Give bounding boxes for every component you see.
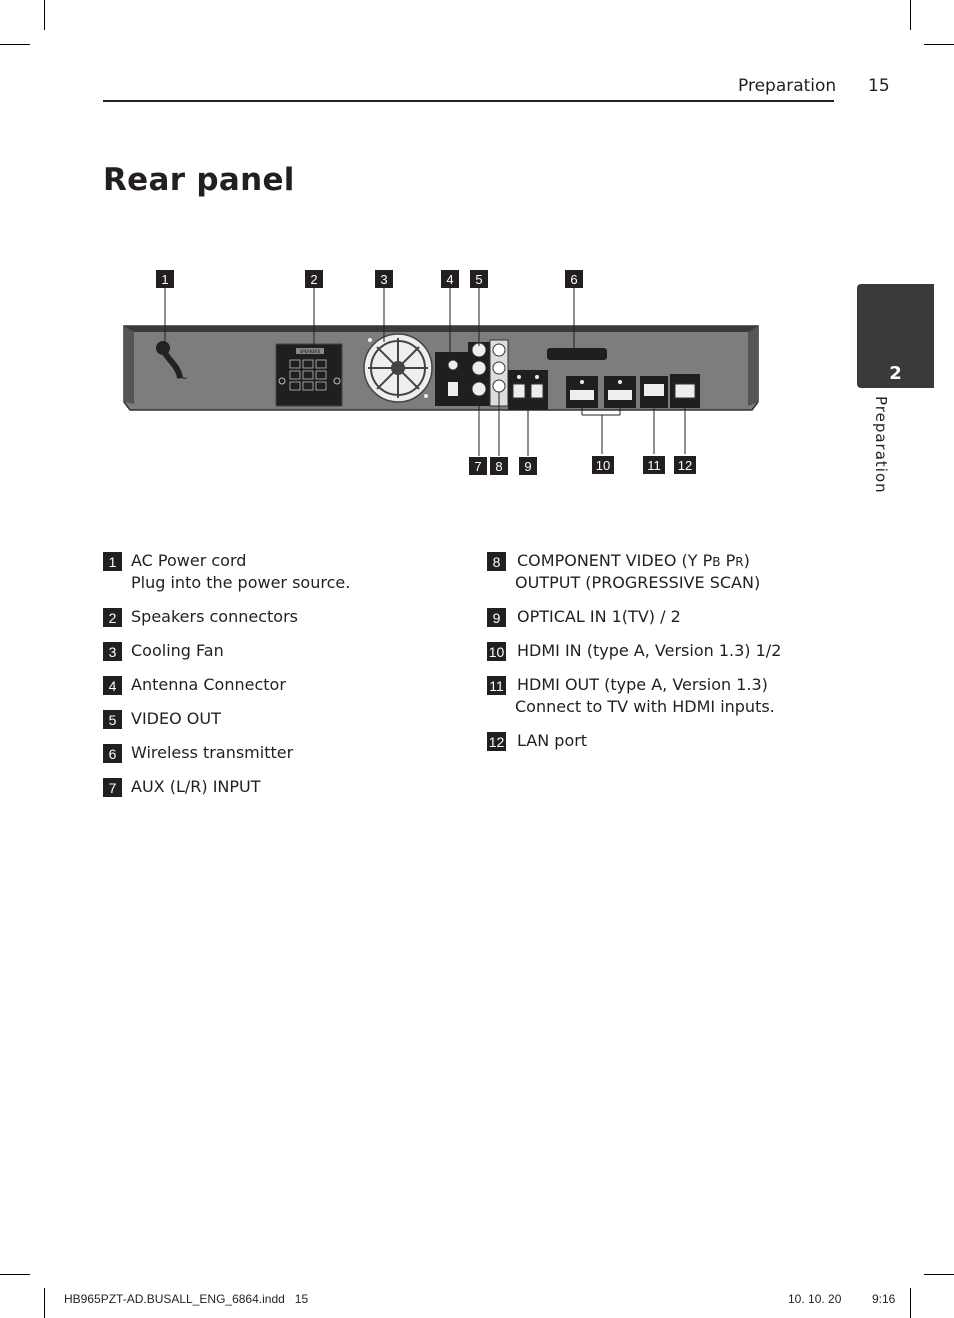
callout-badge: 1	[156, 270, 174, 288]
callout-badge: 11	[643, 456, 665, 474]
page-title: Rear panel	[103, 162, 295, 198]
chapter-tab-label: Preparation	[872, 396, 890, 494]
callout-badge: 3	[375, 270, 393, 288]
ac-symbol: ~	[178, 371, 189, 385]
callout-badge: 2	[305, 270, 323, 288]
optical-in-2	[531, 384, 543, 398]
component-pr-jack	[493, 380, 505, 392]
header-rule	[103, 100, 834, 102]
rear-panel-diagram	[100, 260, 770, 490]
callout-badge: 5	[470, 270, 488, 288]
chapter-tab-number: 2	[889, 363, 902, 384]
optical-indicator	[535, 375, 539, 379]
crop-mark	[0, 1274, 30, 1275]
aux-r-jack	[472, 382, 486, 396]
callout-badge: 6	[565, 270, 583, 288]
component-y-jack	[493, 344, 505, 356]
hdmi-out-port	[644, 384, 664, 396]
speakers-label: SPEAKERS	[299, 349, 321, 354]
power-cord-grommet	[156, 341, 170, 355]
callout-badge: 9	[519, 457, 537, 475]
page-number: 15	[868, 76, 890, 96]
aux-l-jack	[472, 361, 486, 375]
footer-filename: HB965PZT-AD.BUSALL_ENG_6864.indd 15	[64, 1292, 309, 1306]
legend-list-right: 8 COMPONENT VIDEO (Y PB PR) OUTPUT (PROGRESSIVE SCAN) 9 OPTICAL IN 1(TV) / 2 10 HDMI IN (type A, Version 1.3) 1/2 11 HDMI OUT (type A, Version 1.3) Connect to TV with HDMI inputs. 12 LAN port	[488, 551, 782, 750]
callout-badge: 10	[592, 456, 614, 474]
fan-screw	[368, 338, 372, 342]
antenna-connector	[448, 360, 458, 370]
optical-in-1	[513, 384, 525, 398]
fan-screw	[424, 394, 428, 398]
crop-mark	[924, 44, 954, 45]
crop-mark	[910, 1288, 911, 1318]
callout-badge: 7	[469, 457, 487, 475]
fan-hub	[391, 361, 405, 375]
footer-time: 9:16	[872, 1292, 896, 1306]
optical-indicator	[517, 375, 521, 379]
footer-date: 10. 10. 20	[788, 1292, 842, 1306]
hdmi-indicator	[580, 380, 584, 384]
chapter-tab	[857, 284, 934, 388]
wireless-transmitter-slot	[547, 348, 607, 360]
hdmi-in-2-port	[608, 390, 632, 400]
callout-badge: 8	[490, 457, 508, 475]
hdmi-indicator	[618, 380, 622, 384]
lan-port	[675, 384, 695, 398]
panel-right-edge	[748, 326, 758, 406]
callout-badge: 12	[674, 456, 696, 474]
legend-list-left: 1 AC Power cord Plug into the power source. 2 Speakers connectors 3 Cooling Fan 4 Antenna Connector 5 VIDEO OUT 6 Wireless transmitter 7 AUX (L/R) INPUT	[103, 550, 463, 810]
callout-badge: 4	[441, 270, 459, 288]
crop-mark	[44, 1288, 45, 1318]
panel-left-edge	[124, 326, 134, 404]
panel-top-edge	[124, 326, 758, 332]
crop-mark	[924, 1274, 954, 1275]
component-pb-jack	[493, 362, 505, 374]
hdmi-in-1-port	[570, 390, 594, 400]
crop-mark	[910, 0, 911, 30]
crop-mark	[44, 0, 45, 30]
running-header-section: Preparation	[738, 76, 837, 96]
crop-mark	[0, 44, 30, 45]
antenna-am-terminal	[448, 382, 458, 396]
